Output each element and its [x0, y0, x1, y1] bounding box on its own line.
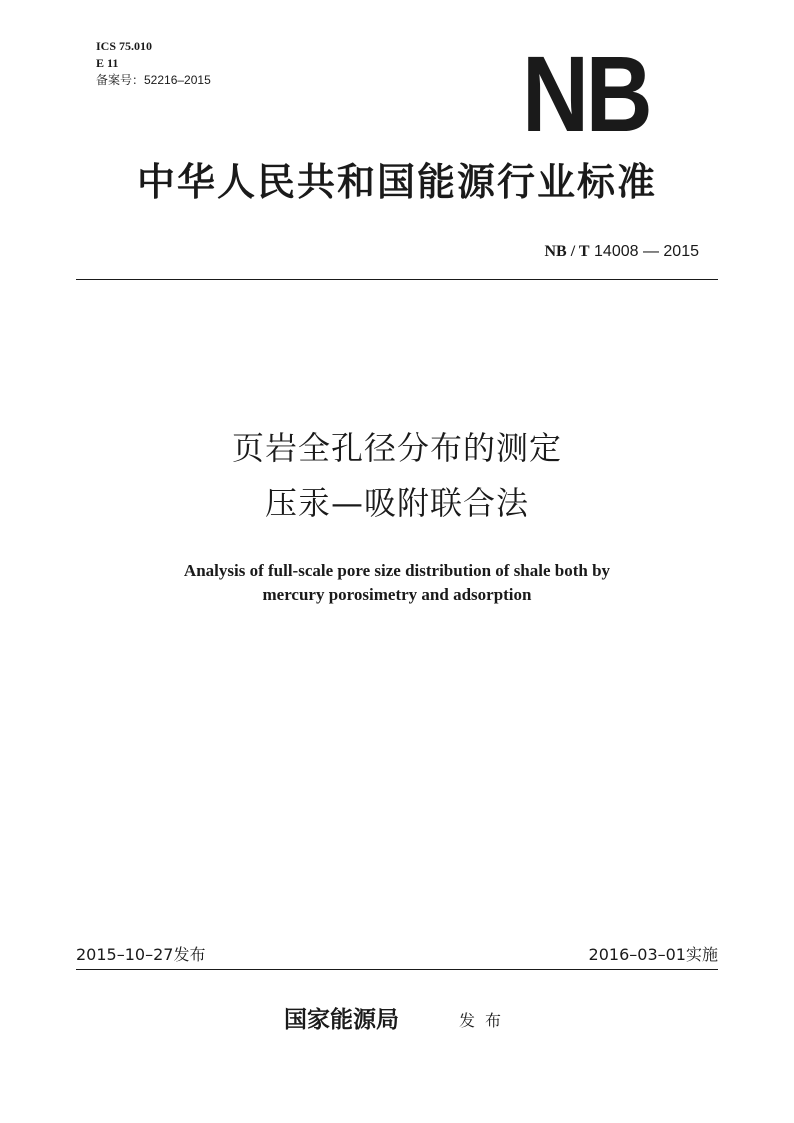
standard-number [545, 242, 700, 262]
document-metadata [96, 38, 211, 89]
nb-logo: NB [522, 33, 650, 154]
chinese-title-line1: 页岩全孔径分布的测定 [231, 429, 562, 467]
english-title-line2: mercury porosimetry and adsorption [262, 585, 532, 604]
standard-number-prefix: NB / T [544, 243, 590, 260]
publisher-name: 国家能源局 [284, 1006, 399, 1033]
english-title-line1: Analysis of full-scale pore size distribution of shale both by [183, 561, 611, 580]
header-divider [76, 279, 718, 280]
implementation-date: 2016–03–01实施 [588, 945, 718, 964]
footer-divider [76, 969, 718, 970]
ics-code: ICS 75.010 [96, 39, 153, 53]
standard-number-value: 14008 — 2015 [594, 243, 699, 260]
issue-date: 2015–10–27发布 [76, 945, 206, 964]
standard-title: 中华人民共和国能源行业标准 [136, 160, 657, 204]
publish-label: 发布 [459, 1011, 512, 1030]
filing-number: 备案号：52216–2015 [96, 73, 211, 87]
category-code: E 11 [96, 56, 119, 70]
chinese-title-line2: 压汞—吸附联合法 [264, 484, 529, 522]
